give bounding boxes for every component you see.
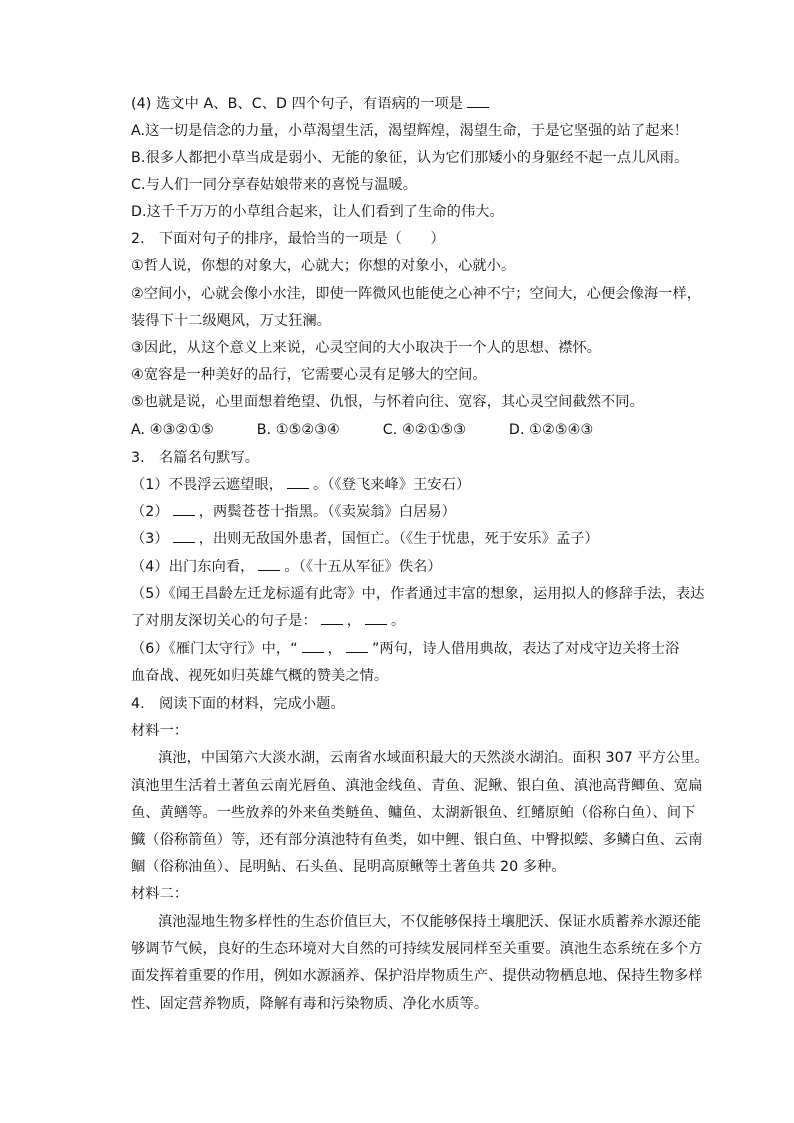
q3-item-6-line1 (131, 640, 679, 658)
q3-item-5-line2 (131, 612, 405, 630)
q3-item-4 (131, 558, 442, 576)
q3-item-5-period: 。 (391, 613, 406, 629)
q2-sentence-5: ⑤也就是说，心里面想着绝望、仇恨，与怀着向往、宽容，其心灵空间截然不同。 (131, 394, 644, 410)
q3-item-5-line1: （5）《闻王昌龄左迁龙标遥有此寄》中，作者通过丰富的想象，运用拟人的修辞手法，表达 (131, 586, 705, 602)
q3-item-4-suffix: 。（《十五从军征》佚名） (284, 559, 442, 575)
q2-sentence-4: ④宽容是一种美好的品行，它需要心灵有足够大的空间。 (131, 367, 487, 383)
q1-part4-stem-text: (4) 选文中 A、B、C、D 四个句子，有语病的一项是 (131, 96, 464, 112)
q2-options: A. ④③②①⑤ B. ①⑤②③④ C. ④②①⑤③ D. ①②⑤④③ (131, 422, 594, 438)
material-1-line5: 鲴（俗称油鱼）、昆明鲇、石头鱼、昆明高原鳅等土著鱼共 20 多种。 (131, 859, 566, 875)
q2-sentence-3: ③因此，从这个意义上来说，心灵空间的大小取决于一个人的思想、襟怀。 (131, 340, 602, 356)
answer-blank[interactable] (173, 530, 195, 543)
q4-stem: 4. 阅读下面的材料，完成小题。 (131, 696, 345, 712)
q3-item-3 (131, 530, 599, 548)
q3-stem: 3. 名篇名句默写。 (131, 450, 260, 466)
q3-item-5-comma: ， (346, 613, 362, 629)
q3-item-1-suffix: 。（《登飞来峰》王安石） (313, 477, 471, 493)
q2-sentence-2-line2: 装得下十二级飓风，万丈狂澜。 (131, 313, 332, 329)
q3-item-2-suffix: ，两鬓苍苍十指黑。（《卖炭翁》白居易） (198, 504, 456, 520)
answer-blank[interactable] (321, 612, 343, 625)
q3-item-4-prefix: （4）出门东向看， (131, 559, 255, 575)
q2-sentence-1: ①哲人说，你想的对象大，心就大；你想的对象小，心就小。 (131, 258, 516, 274)
material-1-line3: 鱼、黄鳝等。一些放养的外来鱼类鲢鱼、鳙鱼、太湖新银鱼、红鳍原鲌（俗称白鱼）、间下 (131, 805, 696, 821)
answer-blank[interactable] (173, 503, 195, 516)
q2-sentence-2-line1: ②空间小，心就会像小水洼，即使一阵微风也能使之心神不宁；空间大，心便会像海一样， (131, 286, 702, 302)
answer-blank[interactable] (346, 640, 368, 653)
answer-blank[interactable] (302, 640, 324, 653)
q3-item-2 (131, 503, 456, 521)
q3-item-6-suffix: ”两句，诗人借用典故，表达了对戍守边关将士浴 (371, 641, 680, 657)
material-1-line1: 滇池，中国第六大淡水湖，云南省水域面积最大的天然淡水湖泊。面积 307 平方公里。 (158, 750, 709, 766)
q2-stem: 2. 下面对句子的排序，最恰当的一项是（ ） (131, 231, 445, 247)
q3-item-6-comma: ， (327, 641, 342, 657)
q3-item-1 (131, 476, 470, 494)
q3-item-3-suffix: ，出则无敌国外患者，国恒亡。（《生于忧患，死于安乐》孟子） (198, 531, 599, 547)
q1-part4-stem (131, 95, 493, 113)
q3-item-5-prefix: 了对朋友深切关心的句子是： (131, 613, 317, 629)
q3-item-6-prefix: （6）《雁门太守行》中，“ (131, 641, 298, 657)
answer-blank[interactable] (258, 558, 280, 571)
material-2-line1: 滇池湿地生物多样性的生态价值巨大，不仅能够保持土壤肥沃、保证水质蓄养水源还能 (158, 914, 701, 930)
material-2-line2: 够调节气候，良好的生态环境对大自然的可持续发展同样至关重要。滇池生态系统在多个方 (131, 941, 703, 957)
q1-option-a: A.这一切是信念的力量，小草渴望生活，渴望辉煌，渴望生命，于是它坚强的站了起来！ (131, 123, 689, 139)
material-1-line4: 鱵（俗称箭鱼）等，还有部分滇池特有鱼类，如中鲤、银白鱼、中臀拟鲿、多鳞白鱼、云南 (131, 832, 703, 848)
q3-item-6-line2: 血奋战、视死如归英雄气概的赞美之情。 (131, 668, 389, 684)
answer-blank[interactable] (467, 95, 489, 108)
material-1-title: 材料一： (131, 723, 189, 739)
q3-item-3-prefix: （3） (131, 531, 169, 547)
material-1-line2: 滇池里生活着土著鱼云南光唇鱼、滇池金线鱼、青鱼、泥鳅、银白鱼、滇池高背鲫鱼、宽扁 (131, 778, 703, 794)
answer-blank[interactable] (287, 476, 309, 489)
answer-blank[interactable] (365, 612, 387, 625)
material-2-line3: 面发挥着重要的作用，例如水源涵养、保护沿岸物质生产、提供动物栖息地、保持生物多样 (131, 968, 703, 984)
q3-item-1-prefix: （1）不畏浮云遮望眼， (131, 477, 284, 493)
q1-option-c: C.与人们一同分享春姑娘带来的喜悦与温暖。 (131, 177, 418, 193)
q3-item-2-prefix: （2） (131, 504, 169, 520)
q1-option-d: D.这千千万万的小草组合起来，让人们看到了生命的伟大。 (131, 204, 504, 220)
material-2-line4: 性、固定营养物质，降解有毒和污染物质、净化水质等。 (131, 996, 489, 1012)
material-2-title: 材料二： (131, 886, 189, 902)
q1-option-b: B.很多人都把小草当成是弱小、无能的象征，认为它们那矮小的身躯经不起一点儿风雨。 (131, 150, 689, 166)
